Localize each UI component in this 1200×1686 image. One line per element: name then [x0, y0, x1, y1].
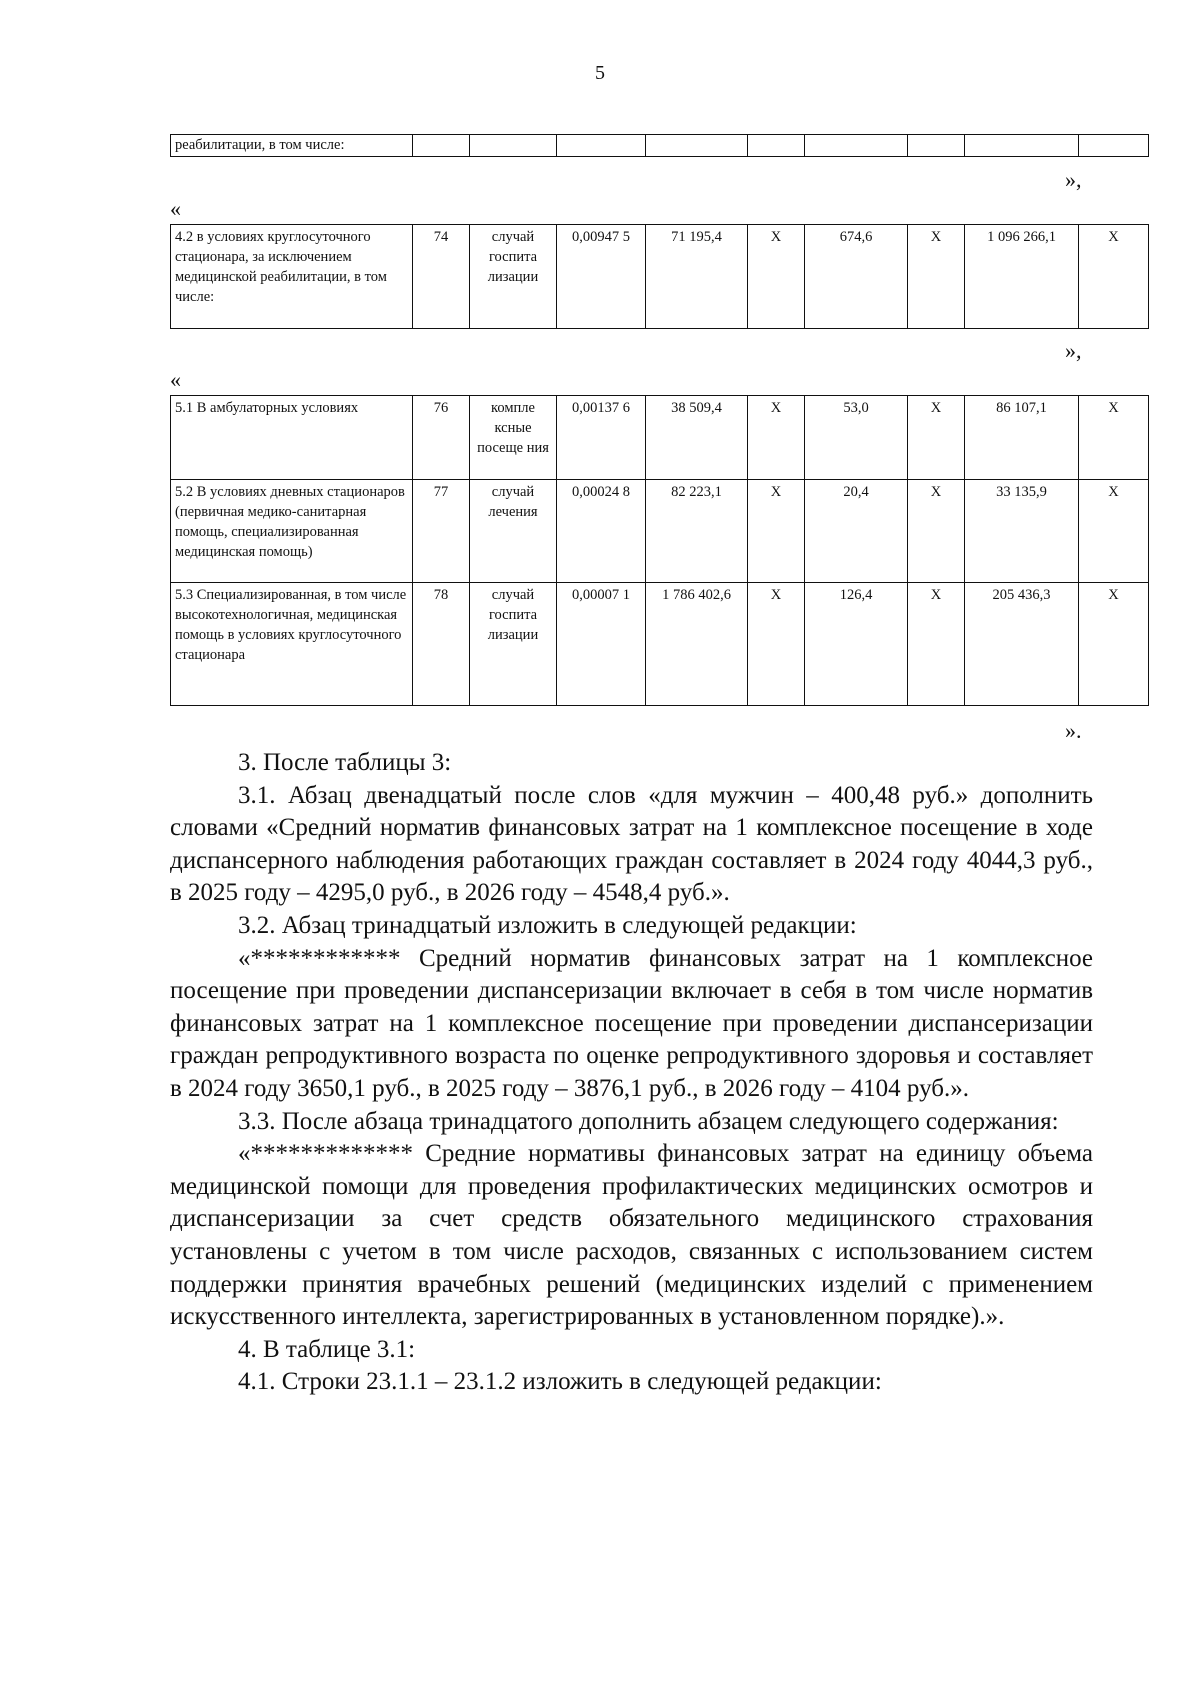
- table-fragment-middle: [170, 224, 1149, 329]
- unit-cell: случай госпита лизации: [470, 583, 557, 706]
- x-cell: Х: [908, 396, 965, 480]
- norm-cell: 0,00007 1: [557, 583, 646, 706]
- table-row: [171, 135, 1149, 157]
- x-cell: Х: [1079, 583, 1149, 706]
- paragraph: 4. В таблице 3.1:: [238, 1335, 416, 1363]
- cost-cell: 82 223,1: [646, 480, 748, 583]
- table-row: [171, 583, 1149, 706]
- closing-quote: »,: [1065, 167, 1082, 192]
- value-cell: 205 436,3: [965, 583, 1079, 706]
- paragraph: 3. После таблицы 3:: [238, 749, 452, 776]
- value-cell: 53,0: [805, 396, 908, 480]
- document-body: [170, 747, 1093, 1399]
- table-fragment-top: [170, 134, 1149, 157]
- x-cell: Х: [1079, 225, 1149, 329]
- x-cell: Х: [908, 480, 965, 583]
- x-cell: Х: [748, 583, 805, 706]
- row-number: 74: [413, 225, 470, 329]
- paragraph: 3.1. Абзац двенадцатый после слов «для мужчин – 400,48 руб.» дополнить словами «Средний норматив финансовых затрат на 1 комплексное посещение в ходе диспансерного наблюдения работающих граждан составляет в 2024 году 4044,3 руб., в 2025 году – 4295,0 руб., в 2026 году – 4548,4 руб.».: [170, 781, 1093, 907]
- x-cell: Х: [748, 480, 805, 583]
- value-cell: 33 135,9: [965, 480, 1079, 583]
- row-number: 78: [413, 583, 470, 706]
- x-cell: Х: [1079, 396, 1149, 480]
- paragraph: 4.1. Строки 23.1.1 – 23.1.2 изложить в следующей редакции:: [238, 1368, 882, 1396]
- closing-quote: »,: [1065, 338, 1082, 363]
- x-cell: Х: [748, 396, 805, 480]
- value-cell: 674,6: [805, 225, 908, 329]
- norm-cell: 0,00024 8: [557, 480, 646, 583]
- paragraph: «************* Средние нормативы финансовых затрат на единицу объема медицинской помощи для проведения профилактических медицинских осмотров и диспансеризации за счет средств обязательного медицинского страхования установлены с учетом в том числе расходов, связанных с использованием систем поддержки принятия врачебных решений (медицинских изделий с применением искусственного интеллекта, зарегистрированных в установленном порядке).».: [170, 1140, 1093, 1331]
- value-cell: 1 096 266,1: [965, 225, 1079, 329]
- value-cell: 86 107,1: [965, 396, 1079, 480]
- row-label: 4.2 в условиях круглосуточного стационара, за исключением медицинской реабилитации, в том числе:: [171, 225, 413, 329]
- x-cell: Х: [908, 583, 965, 706]
- x-cell: Х: [1079, 480, 1149, 583]
- cost-cell: 38 509,4: [646, 396, 748, 480]
- cost-cell: 71 195,4: [646, 225, 748, 329]
- table-row: [171, 396, 1149, 480]
- paragraph: 3.3. После абзаца тринадцатого дополнить абзацем следующего содержания:: [238, 1107, 1059, 1135]
- opening-quote: «: [170, 196, 181, 221]
- row-label: 5.3 Специализированная, в том числе высокотехнологичная, медицинская помощь в условиях круглосуточного стационара: [171, 583, 413, 706]
- unit-cell: компле ксные посеще ния: [470, 396, 557, 480]
- table-row: [171, 225, 1149, 329]
- row-label: 5.1 В амбулаторных условиях: [171, 396, 413, 480]
- table-row: [171, 480, 1149, 583]
- unit-cell: случай лечения: [470, 480, 557, 583]
- paragraph: «************ Средний норматив финансовых затрат на 1 комплексное посещение при проведении диспансеризации включает в себя в том числе норматив финансовых затрат на 1 комплексное посещение при проведении диспансеризации граждан репродуктивного возраста по оценке репродуктивного здоровья и составляет в 2024 году 3650,1 руб., в 2025 году – 3876,1 руб., в 2026 году – 4104 руб.».: [170, 944, 1093, 1102]
- row-number: 76: [413, 396, 470, 480]
- row-label: реабилитации, в том числе:: [171, 135, 413, 157]
- page-number: 5: [595, 62, 605, 84]
- table-fragment-bottom: [170, 395, 1149, 706]
- opening-quote: «: [170, 367, 181, 392]
- unit-cell: случай госпита лизации: [470, 225, 557, 329]
- paragraph: 3.2. Абзац тринадцатый изложить в следующей редакции:: [238, 911, 857, 939]
- value-cell: 126,4: [805, 583, 908, 706]
- row-number: 77: [413, 480, 470, 583]
- row-label: 5.2 В условиях дневных стационаров (первичная медико-санитарная помощь, специализированная медицинская помощь): [171, 480, 413, 583]
- value-cell: 20,4: [805, 480, 908, 583]
- closing-quote: ».: [1065, 718, 1082, 743]
- x-cell: Х: [748, 225, 805, 329]
- norm-cell: 0,00137 6: [557, 396, 646, 480]
- x-cell: Х: [908, 225, 965, 329]
- norm-cell: 0,00947 5: [557, 225, 646, 329]
- cost-cell: 1 786 402,6: [646, 583, 748, 706]
